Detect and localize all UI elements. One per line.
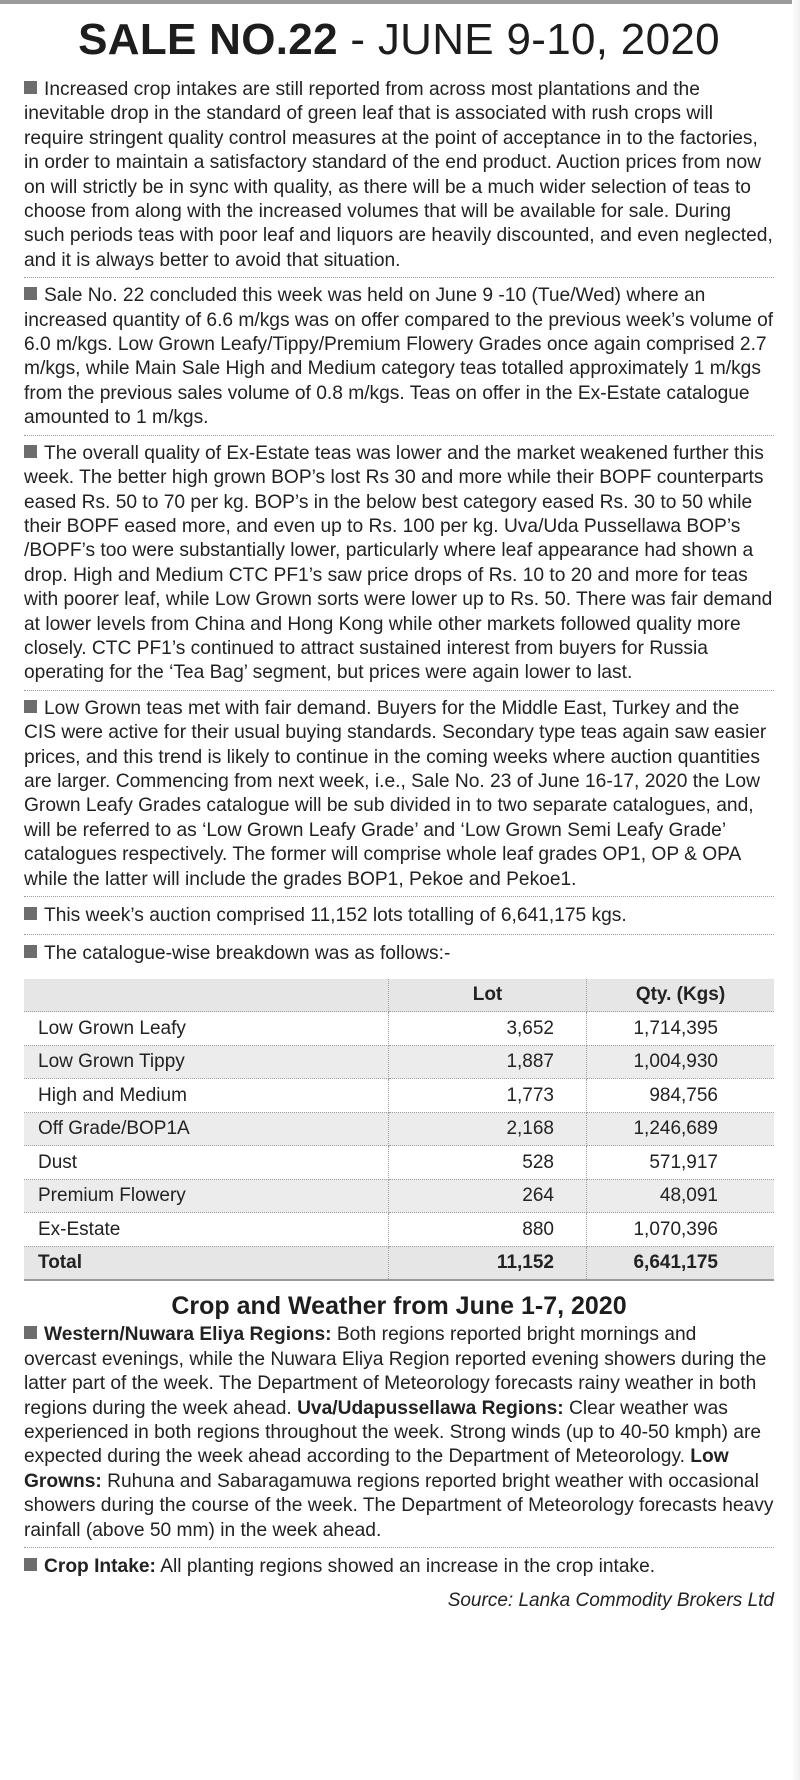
paragraph-text: This week’s auction comprised 11,152 lots totalling of 6,641,175 kgs. (44, 905, 627, 926)
source-credit: Source: Lanka Commodity Brokers Ltd (447, 1590, 774, 1612)
row-qty: 1,070,396 (587, 1213, 775, 1247)
right-edge-shadow (792, 0, 800, 1780)
table-row (24, 1079, 774, 1113)
square-bullet-icon (24, 907, 37, 920)
paragraph-breakdown-intro (24, 935, 774, 972)
row-qty: 984,756 (587, 1079, 775, 1113)
header-lot: Lot (389, 979, 587, 1012)
square-bullet-icon (24, 445, 37, 458)
row-lot: 528 (389, 1146, 587, 1180)
row-qty: 571,917 (587, 1146, 775, 1180)
paragraph-auction-total (24, 897, 774, 935)
square-bullet-icon (24, 700, 37, 713)
top-rule (0, 0, 800, 4)
row-category: High and Medium (24, 1079, 389, 1113)
table-row (24, 1213, 774, 1247)
row-category: Low Grown Leafy (24, 1012, 389, 1046)
table-row (24, 1012, 774, 1046)
square-bullet-icon (24, 1326, 37, 1339)
row-qty: 1,246,689 (587, 1112, 775, 1146)
table-header-row (24, 979, 774, 1012)
paragraph-text: Sale No. 22 concluded this week was held on June 9 -10 (Tue/Wed) where an increased quantity of 6.6 m/kgs was on offer compared to the previous week’s volume of 6.0 m/kgs. Low Grown Leafy/Tippy/Premium Flowery Grades once again comprised 2.7 m/kgs, while Main Sale High and Medium category teas totalled approximately 1 m/kgs from the previous sales volume of 0.8 m/kgs. Teas on offer in the Ex-Estate catalogue amounted to 1 m/kgs. (24, 285, 774, 429)
paragraph-text: Increased crop intakes are still reported from across most plantations and the inevitable drop in the standard of green leaf that is associated with rush crops will require stringent quality control measures at the point of acceptance in to the factories, in order to maintain a satisfactory standard of the end product. Auction prices from now on will strictly be in sync with quality, as there will be a much wider selection of teas to choose from along with the increased volumes that will be available for sale. During such periods teas with poor leaf and liquors are heavily discounted, and even neglected, and it is always better to avoid that situation. (24, 79, 773, 271)
title-dates: - JUNE 9-10, 2020 (337, 15, 720, 64)
crop-intake-label: Crop Intake: (44, 1555, 156, 1577)
western-label: Western/Nuwara Eliya Regions: (44, 1324, 332, 1346)
row-qty: 1,004,930 (587, 1045, 775, 1079)
paragraph-sale-summary (24, 278, 774, 435)
header-category (24, 979, 389, 1012)
row-lot: 3,652 (389, 1012, 587, 1046)
title-sale-no: SALE NO.22 (78, 15, 338, 64)
crop-weather-heading: Crop and Weather from June 1-7, 2020 (171, 1292, 627, 1321)
low-growns-text: Ruhuna and Sabaragamuwa regions reported bright weather with occasional showers during the course of the week. The Department of Meteorology forecasts heavy rainfall (above 50 mm) in the week ahead. (24, 1470, 774, 1541)
row-category: Low Grown Tippy (24, 1045, 389, 1079)
crop-intake-text: All planting regions showed an increase in the crop intake. (155, 1555, 656, 1577)
row-qty: 1,714,395 (587, 1012, 775, 1046)
square-bullet-icon (24, 945, 37, 958)
page-title (24, 0, 774, 72)
paragraph-text: The catalogue-wise breakdown was as follows:- (44, 943, 451, 965)
row-lot: 1,773 (389, 1079, 587, 1113)
paragraph-regional-weather (24, 1321, 774, 1548)
paragraph-crop-intake-quality (24, 72, 774, 278)
square-bullet-icon (24, 287, 37, 300)
total-qty: 6,641,175 (587, 1246, 775, 1280)
row-category: Dust (24, 1146, 389, 1180)
table-row (24, 1045, 774, 1079)
row-lot: 264 (389, 1179, 587, 1213)
row-lot: 880 (389, 1213, 587, 1247)
header-qty: Qty. (Kgs) (587, 979, 775, 1012)
total-category: Total (24, 1246, 389, 1280)
row-lot: 1,887 (389, 1045, 587, 1079)
uva-text: Clear weather was experienced in both regions throughout the week. Strong winds (up to 40-50 kmph) are expected during the week ahead according to the Department of Meteorology. (24, 1397, 762, 1468)
table-row (24, 1146, 774, 1180)
row-category: Ex-Estate (24, 1213, 389, 1247)
paragraph-text: The overall quality of Ex-Estate teas was lower and the market weakened further this week. The better high grown BOP’s lost Rs 30 and more while their BOPF counterparts eased Rs. 50 to 70 per kg. BOP’s in the below best category eased Rs. 30 to 50 while their BOPF eased more, and even up to Rs. 100 per kg. Uva/Uda Pussellawa BOP’s /BOPF’s too were substantially lower, particularly where leaf appearance had shown a drop. High and Medium CTC PF1’s saw price drops of Rs. 10 to 20 and more for teas with poorer leaf, while Low Grown sorts were lower up to Rs. 50. There was fair demand at lower levels from China and Hong Kong while other markets followed quality more closely. CTC PF1’s continued to attract sustained interest from buyers for Russia operating for the ‘Tea Bag’ segment, but prices were again lower to last. (24, 442, 773, 684)
western-text: Both regions reported bright mornings and overcast evenings, while the Nuwara Eliya Region reported evening showers during the latter part of the week. The Department of Meteorology forecasts rainy weather in both regions during the week ahead. (24, 1324, 767, 1419)
paragraph-crop-intake (24, 1548, 774, 1585)
table-row (24, 1112, 774, 1146)
paragraph-low-grown (24, 691, 774, 897)
uva-label: Uva/Udapussellawa Regions: (297, 1397, 564, 1419)
catalogue-breakdown-table (24, 979, 774, 1282)
square-bullet-icon (24, 1558, 37, 1571)
low-growns-label: Low Growns: (24, 1446, 729, 1492)
row-category: Premium Flowery (24, 1179, 389, 1213)
square-bullet-icon (24, 81, 37, 94)
paragraph-text: Low Grown teas met with fair demand. Buyers for the Middle East, Turkey and the CIS were active for their usual buying standards. Secondary type teas again saw easier prices, and this trend is likely to continue in the coming weeks where auction quantities are larger. Commencing from next week, i.e., Sale No. 23 of June 16-17, 2020 the Low Grown Leafy Grades catalogue will be sub divided in to two separate catalogues, and, will be referred to as ‘Low Grown Leafy Grade’ and ‘Low Grown Semi Leafy Grade’ catalogues respectively. The former will comprise whole leaf grades OP1, OP & OPA while the latter will include the grades BOP1, Pekoe and Pekoe1. (24, 697, 767, 890)
row-qty: 48,091 (587, 1179, 775, 1213)
paragraph-ex-estate-market (24, 436, 774, 691)
total-lot: 11,152 (389, 1246, 587, 1280)
table-total-row (24, 1246, 774, 1280)
table-row (24, 1179, 774, 1213)
row-category: Off Grade/BOP1A (24, 1112, 389, 1146)
row-lot: 2,168 (389, 1112, 587, 1146)
